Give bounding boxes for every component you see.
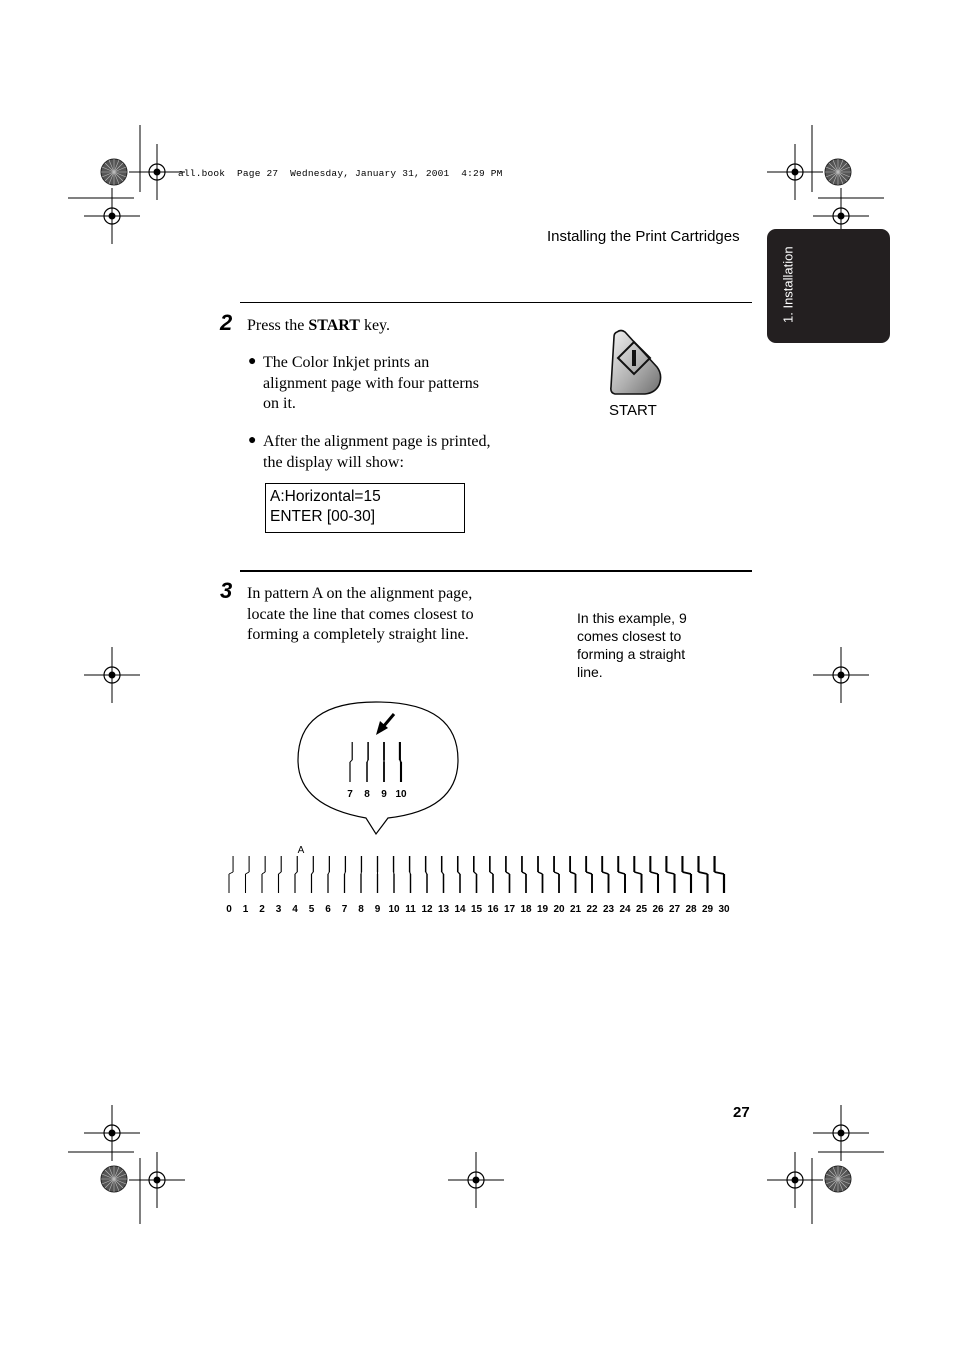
pattern-number: 30 (718, 904, 730, 915)
chapter-tab-label: 1. Installation (780, 246, 796, 324)
text-line: In pattern A on the alignment page, (247, 585, 473, 602)
text-line: alignment page with four patterns (263, 374, 479, 392)
pattern-number: 20 (553, 904, 565, 915)
text-line: locate the line that comes closest to (247, 605, 474, 623)
pattern-mark-24 (618, 856, 625, 893)
pattern-mark-12 (426, 856, 427, 893)
alignment-pattern-a (220, 840, 735, 920)
step2-intro (247, 316, 390, 337)
chapter-tab (767, 229, 890, 343)
pattern-number: 12 (421, 904, 433, 915)
text-line: After the alignment page is printed, (263, 433, 491, 450)
pattern-number: 22 (586, 904, 598, 915)
pattern-number: 10 (388, 904, 400, 915)
zoom-number: 10 (395, 789, 407, 800)
pattern-mark-17 (506, 856, 510, 893)
zoom-number: 7 (347, 789, 353, 800)
zoom-mark-10 (400, 742, 401, 782)
pattern-mark-5 (312, 856, 314, 893)
pattern-number: 1 (242, 904, 249, 915)
pattern-number: 23 (602, 904, 615, 915)
lcd-line-1: A:Horizontal=15 (270, 488, 381, 505)
pattern-mark-26 (650, 856, 658, 893)
pattern-mark-6 (328, 856, 329, 893)
pattern-number: 4 (292, 904, 298, 915)
pattern-number: 7 (341, 904, 348, 915)
step3-rule (240, 570, 752, 572)
text-line: In this example, 9 (577, 610, 687, 626)
pattern-mark-4 (295, 856, 297, 893)
pattern-mark-22 (586, 856, 592, 893)
step2-intro-before: Press the (247, 317, 309, 334)
pattern-number: 8 (358, 904, 364, 915)
pattern-number: 13 (437, 904, 450, 915)
text-line: forming a completely straight line. (247, 626, 469, 643)
step2-bullet-2 (263, 432, 490, 473)
start-key-name: START (308, 317, 360, 334)
step2-bullet-1 (263, 353, 479, 415)
text-line: comes closest to (577, 628, 682, 644)
pattern-mark-1 (246, 856, 250, 893)
pattern-number: 26 (652, 904, 664, 915)
text-line: forming a straight (577, 646, 686, 662)
text-line: the display will show: (263, 453, 404, 471)
text-line: on it. (263, 395, 296, 412)
step2-rule (240, 302, 752, 303)
page-number: 27 (733, 1104, 750, 1121)
pattern-mark-3 (279, 856, 282, 893)
lcd-display (265, 483, 465, 533)
example-note (577, 609, 717, 681)
pattern-mark-28 (682, 856, 691, 893)
bullet-marker: ● (248, 433, 257, 448)
pattern-mark-25 (634, 856, 641, 893)
pattern-mark-27 (666, 856, 674, 893)
pattern-number: 27 (668, 904, 681, 915)
pattern-number: 29 (701, 904, 714, 915)
lcd-line-2: ENTER [00-30] (270, 508, 376, 525)
start-key-label: START (609, 402, 657, 419)
zoom-callout (296, 700, 460, 836)
pattern-mark-30 (715, 856, 724, 893)
pattern-number: 25 (635, 904, 648, 915)
pattern-mark-21 (570, 856, 575, 893)
pattern-number: 18 (520, 904, 532, 915)
pattern-mark-13 (442, 856, 444, 893)
pattern-number: 11 (405, 904, 416, 915)
pattern-number: 9 (374, 904, 381, 915)
bullet-marker: ● (248, 354, 257, 369)
pattern-mark-0 (229, 856, 233, 893)
file-meta-line: all.book Page 27 Wednesday, January 31, 2001 4:29 PM (178, 168, 503, 179)
pattern-mark-29 (699, 856, 708, 893)
step2-number: 2 (220, 310, 233, 335)
pattern-number: 19 (536, 904, 549, 915)
pattern-number: 21 (569, 904, 582, 915)
pattern-number: 2 (259, 904, 265, 915)
pattern-number: 5 (308, 904, 315, 915)
pattern-mark-18 (522, 856, 526, 893)
running-head: Installing the Print Cartridges (547, 228, 740, 245)
start-key-icon (605, 327, 667, 399)
pattern-mark-15 (474, 856, 477, 893)
pattern-mark-2 (262, 856, 265, 893)
step3-number: 3 (220, 578, 233, 603)
zoom-number: 9 (381, 789, 387, 800)
pattern-mark-20 (554, 856, 559, 893)
pattern-mark-16 (490, 856, 493, 893)
pattern-number: 24 (619, 904, 631, 915)
pattern-mark-23 (602, 856, 608, 893)
pattern-number: 14 (454, 904, 466, 915)
text-line: The Color Inkjet prints an (263, 354, 430, 371)
step2-intro-after: key. (359, 317, 390, 334)
pattern-number: 17 (503, 904, 516, 915)
pattern-number: 6 (325, 904, 331, 915)
pattern-number: 15 (470, 904, 483, 915)
pattern-label: A (297, 845, 305, 856)
pattern-mark-14 (458, 856, 460, 893)
pattern-mark-11 (410, 856, 411, 893)
pattern-mark-19 (538, 856, 543, 893)
zoom-number: 8 (364, 789, 370, 800)
pattern-number: 28 (685, 904, 697, 915)
pattern-number: 0 (226, 904, 232, 915)
step3-instructions (247, 584, 474, 646)
pattern-mark-7 (345, 856, 346, 893)
pattern-number: 3 (275, 904, 282, 915)
text-line: line. (577, 664, 603, 680)
pattern-number: 16 (487, 904, 499, 915)
